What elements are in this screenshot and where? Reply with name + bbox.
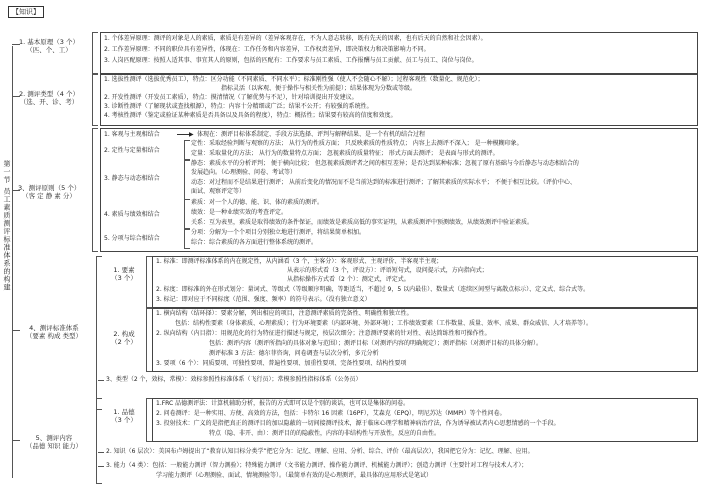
s4-comp-line-2: 包括：结构性要素（身体素质、心理素质）；行为环境要素（内部环境、外部环境）；工作绩效要素（工作数量、质量、效率、成果、群众威信、人才培养等）。 (175, 320, 593, 327)
s5-ability-line-1: 3. 能力（4 类）：包括：一般能力测评（智力测验）；特殊能力测评（文书能力测评、操作能力测评、机械能力测评）；创造力测评（主要针对工程与技术人才）； (106, 462, 528, 469)
s1-line-3: 3. 人岗匹配原理：按照人适其事、事宜其人的原则，包括的匹配有：工作要求与员工素质、工作报酬与员工贡献、员工与员工、岗位与岗位。 (104, 57, 478, 64)
s3-item-4-b: 绩效：是一种业绩实效的考查评定。 (191, 209, 288, 216)
s5-knowledge-line: 2. 知识（6 层次）：美国布卢姆提出了“教育认知目标分类学”把它分为：记忆、理解、应用、分析、综合、评价（最高层次），我国把它分为：记忆、理解、应用。 (106, 448, 534, 455)
s4-elements-label: 1. 要素 （3 个） (111, 266, 137, 282)
s3-item-1: 1. 客观与主观相结合 (104, 131, 160, 138)
s4-el-line-4: 2. 标度：即标准的外在形式划分：量词式、等级式（等级顺序明确，等距适当，不超过 9，5 以内最佳）、数量式（连续区间型与离散点标示）、定义式、综合式等。 (156, 286, 590, 293)
s4-label: 4、测评标准体系 （要素 构成 类型） (25, 324, 83, 340)
vertical-chapter-title: 第一节 员工素质测评标准体系的构建 (3, 160, 11, 292)
s3-item-3-b: 发展趋向。（心理测验、问卷、考试等） (191, 169, 297, 176)
s1-box (100, 32, 698, 74)
s3-box: 1. 客观与主观相结合 ▶ 体现在：测评目标体系制定、手段方法选择、评判与解释结果、是一个有机的结合过程 2. 定性与定量相结合 定性：采取经验判断与观察的方法； 从行为的性质方面； 只反映素质的性质特点； 内容上去测评不深入； 是一种模糊印象。 定量：采取量化的方法； 从行为的数量特点方面； 忽视素质的质量特征； 形式方面去测评； 是表面与形式的测评。 3. 静态与动态相结合 静态：素质水平的分析评判； 便于横向比较； 但忽视素质测评者之间的相互差异；是否达到某种标准；忽视了原有基础与今后静态与动态相结合的 发展趋向。（心理测验、问卷、考试等） 动态：对过程而不是结果进行测评； 从前后变化的情况而不是当前达到的标准进行测评；了解其素质的实际水平； 不便于相互比较。（评价中心、 面试、观察评定等） 4. 素质与绩效相结合 素质：对一个人的德、能、识、体的素质的测评。 绩效：是一种业绩实效的考查评定。 关系：互为表里，素质是取得绩效的条件保证，而绩效是素质高低的事实证明，从素质测评中预测绩效，从绩效测评中验证素质。 5. 分项与综合相结合 分项：分解为一个个项目分别独立地进行测评，将结果简单相加。 综合：综合素质的各方面进行整体系统的测评。 (100, 128, 698, 252)
s5-moral-line-2: 2. 问卷测评：是一种实用、方便、高效的方法，包括：卡特尔 16 因素（16PF），艾森克（EPQ），明尼苏达（MMPI）等个性问卷。 (156, 410, 506, 417)
s3-item-4-c: 关系：互为表里，素质是取得绩效的条件保证，而绩效是素质高低的事实证明，从素质测评中预测绩效，从绩效测评中验证素质。 (191, 219, 534, 226)
s4-comp-line-5: 测评标准 3 方法：德尔菲咨询，问卷调查与层次分析，多元分析 (209, 350, 379, 357)
s4-comp-line-3: 2. 纵向结构（内目指）：用规范化的行为特征进行描述与规定，按层次细分；注意测评要素的针对性、表达简练性和可操作性。 (156, 330, 491, 337)
s3-item-2: 2. 定性与定量相结合 (104, 147, 160, 154)
s3-item-5: 5. 分项与综合相结合 (104, 235, 160, 242)
s1-line-2: 2. 工作差异原理：不同的职位具有差异性，体现在：工作任务和内容差异，工作权责差异，即决策权力和决策影响力不同。 (104, 46, 430, 53)
s4-el-line-1: 1. 标准：即测评标准体系的内在规定性，从内涵看（3 个，主客分）：客观形式、主观评价、半客观半主观； (156, 258, 443, 265)
s4-composition-box (152, 308, 698, 372)
s5-moral-line-4: 特点（隐、非开、由）：测评目的的隐蔽性，内容的非结构性与开放性，反应的自由性。 (209, 430, 441, 437)
s3-item-2-b: 定量：采取量化的方法； 从行为的数量特点方面； 忽视素质的质量特征； 形式方面去测评； 是表面与形式的测评。 (191, 150, 499, 157)
s1-line-1: 1. 个体差异原理：测评的对象是人的素质，素质是有差异的（差异客观存在，不为人意志转移，既有先天的因素，也有后天的自然和社会因素）。 (104, 35, 487, 42)
s3-item-3-c: 动态：对过程而不是结果进行测评； 从前后变化的情况而不是当前达到的标准进行测评；了解其素质的实际水平； 不便于相互比较。（评价中心、 (191, 179, 576, 186)
s5-moral-box (152, 398, 698, 442)
s4-composition-label: 2. 构成 （2 个） (111, 330, 137, 346)
s4-comp-line-4: 包括：测评内容（测评所指向的具体对象与范围）；测评目标（对测评内容的明确规定）；测评指标（对测评目标的具体分解）。 (209, 340, 543, 347)
s2-line-1b: 指标灵活（以客观、便于操作与相关性为前提）；结果体现为分数或等级。 (221, 85, 417, 92)
s4-el-line-2: 从表示的形式看（3 个，评设方）：评语短句式，设问提示式，方向指向式； (287, 267, 488, 274)
s3-label: 3、测评原则（5 个） （客 定 静 素 分） (18, 184, 81, 200)
s4-comp-line-1: 1. 横向结构（结环择）：要素分解，列出相应的项目，注意测评素质的完备性、明确性和独立性。 (156, 310, 413, 317)
s5-label: 5、测评内容 （品德 知识 能力） (25, 434, 83, 450)
s3-item-3-d: 面试、观察评定等） (191, 188, 246, 195)
s3-item-4: 4. 素质与绩效相结合 (104, 211, 160, 218)
s5-moral-line-3: 3. 投射技术：广义的是指把真正的测评目的加以隐蔽的一切间接测评技术，源于临床心理学和精神病治疗法，作为诱导被试者内心思想情感的一个手段。 (156, 420, 560, 427)
s2-box (100, 74, 698, 126)
s4-comp-line-6: 3. 要项（6 个）：同质要项、可独性要项、普遍性要项、加重性要项、完备性要项、结构性要项 (156, 360, 407, 367)
s4-types-line: 3、类型（2 个，效标，常模）：效标参照性标准体系（飞行员）；常模参照性指标体系（公务员） (106, 376, 362, 383)
s5-moral-label: 1. 品德 （3 个） (111, 408, 137, 424)
s3-item-3: 3. 静态与动态相结合 (104, 175, 160, 182)
s2-line-4: 4. 考核性测评（鉴定或验证某种素质是否具备以及具备的程度），特点：概括性；结果要有较高的信度和效度。 (104, 112, 397, 119)
s2-line-2: 2. 开发性测评（开发员工素质），特点：摸清情况（了解优势与不足），针对培训提出开发建议。 (104, 94, 358, 101)
s5-moral-line-1: 1.FRC 品德测评法：计算机辅助分析，报告的方式即可以是个别的谈话，也可以是集体的问卷。 (156, 400, 410, 407)
s3-item-4-a: 素质：对一个人的德、能、识、体的素质的测评。 (191, 199, 324, 206)
s3-item-2-a: 定性：采取经验判断与观察的方法； 从行为的性质方面； 只反映素质的性质特点； 内容上去测评不深入； 是一种模糊印象。 (191, 140, 523, 147)
s4-elements-box (152, 256, 698, 308)
s3-item-5-b: 综合：综合素质的各方面进行整体系统的测评。 (191, 239, 318, 246)
s2-label: 2. 测评类型（4 个） （选、开、诊、考） (19, 90, 79, 106)
s4-el-line-3: 从指标操作方式看（2 个）：测定式，评定式。 (287, 276, 410, 283)
s2-line-3: 3. 诊断性测评（了解现状或查找根源），特点：内容十分精细或广泛；结果不公开；有较强的系统性。 (104, 103, 373, 110)
s3-item-1-text: 体现在：测评目标体系制定、手段方法选择、评判与解释结果、是一个有机的结合过程 (197, 131, 426, 138)
s3-item-5-a: 分项：分解为一个个项目分别独立地进行测评，将结果简单相加。 (191, 229, 366, 236)
s5-ability-line-2: 学习能力测评（心理测验、面试、情境测验等）。（最简单有效的是心理测评，最具体的应用形式是笔试） (156, 472, 433, 479)
knowledge-tag: 【知识】 (8, 6, 44, 18)
s3-item-3-a: 静态：素质水平的分析评判； 便于横向比较； 但忽视素质测评者之间的相互差异；是否达到某种标准；忽视了原有基础与今后静态与动态相结合的 (191, 160, 579, 167)
s2-line-1: 1. 选拔性测评（选拔优秀员工），特点：区分功能（不同素质、不同水平）；标准刚性强（使人不会随心不解）；过程客观性（数量化、规范化）； (104, 76, 484, 83)
s4-el-line-5: 3. 标记：即对应于不同标度（范围、强度、频率）的符号表示。（没有独立意义） (156, 296, 371, 303)
s1-label: 1. 基本原理（3 个） （匹、个、工） (19, 38, 79, 54)
